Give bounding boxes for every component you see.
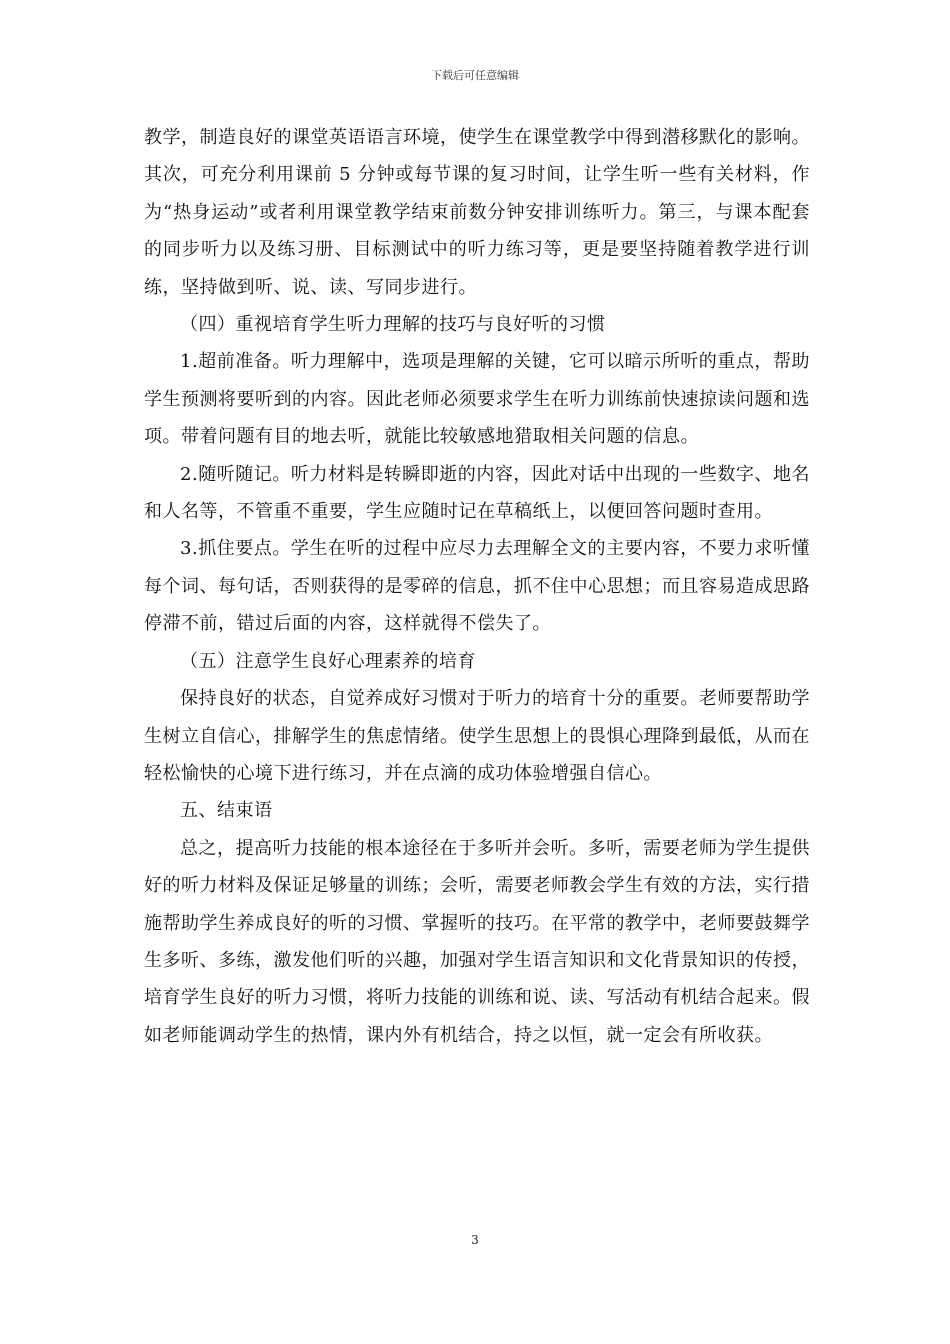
paragraph-key-points: 3.抓住要点。学生在听的过程中应尽力去理解全文的主要内容，不要力求听懂每个词、每句话，否则获得的是零碎的信息，抓不住中心思想；而且容易造成思路停滞不前，错过后面的内容，这样就得不偿失了。 (144, 538, 810, 635)
section-heading-conclusion: 五、结束语 (180, 800, 273, 822)
section-heading-psychology: （五）注意学生良好心理素养的培育 (180, 650, 476, 672)
paragraph-advance-preparation: 1.超前准备。听力理解中，选项是理解的关键，它可以暗示所听的重点，帮助学生预测将要听到的内容。因此老师必须要求学生在听力训练前快速掠读问题和选项。带着问题有目的地去听，就能比较敏感地猎取相关问题的信息。 (144, 351, 810, 448)
paragraph-good-state: 保持良好的状态，自觉养成好习惯对于听力的培育十分的重要。老师要帮助学生树立自信心，排解学生的焦虑情绪。使学生思想上的畏惧心理降到最低，从而在轻松愉快的心境下进行练习，并在点滴的成功体验增强自信心。 (144, 688, 810, 784)
section-heading-listening-skills: （四）重视培育学生听力理解的技巧与良好听的习惯 (180, 314, 606, 336)
document-body (144, 119, 810, 1054)
page-number: 3 (471, 1233, 479, 1247)
paragraph-continued-teaching: 教学，制造良好的课堂英语语言环境，使学生在课堂教学中得到潜移默化的影响。其次，可充分利用课前 5 分钟或每节课的复习时间，让学生听一些有关材料，作为“热身运动”或者利用课堂教学结束前数分钟安排训练听力。第三，与课本配套的同步听力以及练习册、目标测试中的听力练习等，更是要坚持随着教学进行训练，坚持做到听、说、读、写同步进行。 (144, 127, 810, 298)
paragraph-note-taking: 2.随听随记。听力材料是转瞬即逝的内容，因此对话中出现的一些数字、地名和人名等，不管重不重要，学生应随时记在草稿纸上，以便回答问题时查用。 (144, 463, 810, 523)
paragraph-conclusion: 总之，提高听力技能的根本途径在于多听并会听。多听，需要老师为学生提供好的听力材料及保证足够量的训练；会听，需要老师教会学生有效的方法，实行措施帮助学生养成良好的听的习惯、掌握听的技巧。在平常的教学中，老师要鼓舞学生多听、多练，激发他们听的兴趣，加强对学生语言知识和文化背景知识的传授，培育学生良好的听力习惯，将听力技能的训练和说、读、写活动有机结合起来。假如老师能调动学生的热情，课内外有机结合，持之以恒，就一定会有所收获。 (144, 837, 810, 1046)
page-header: 下载后可任意编辑 (431, 69, 519, 82)
